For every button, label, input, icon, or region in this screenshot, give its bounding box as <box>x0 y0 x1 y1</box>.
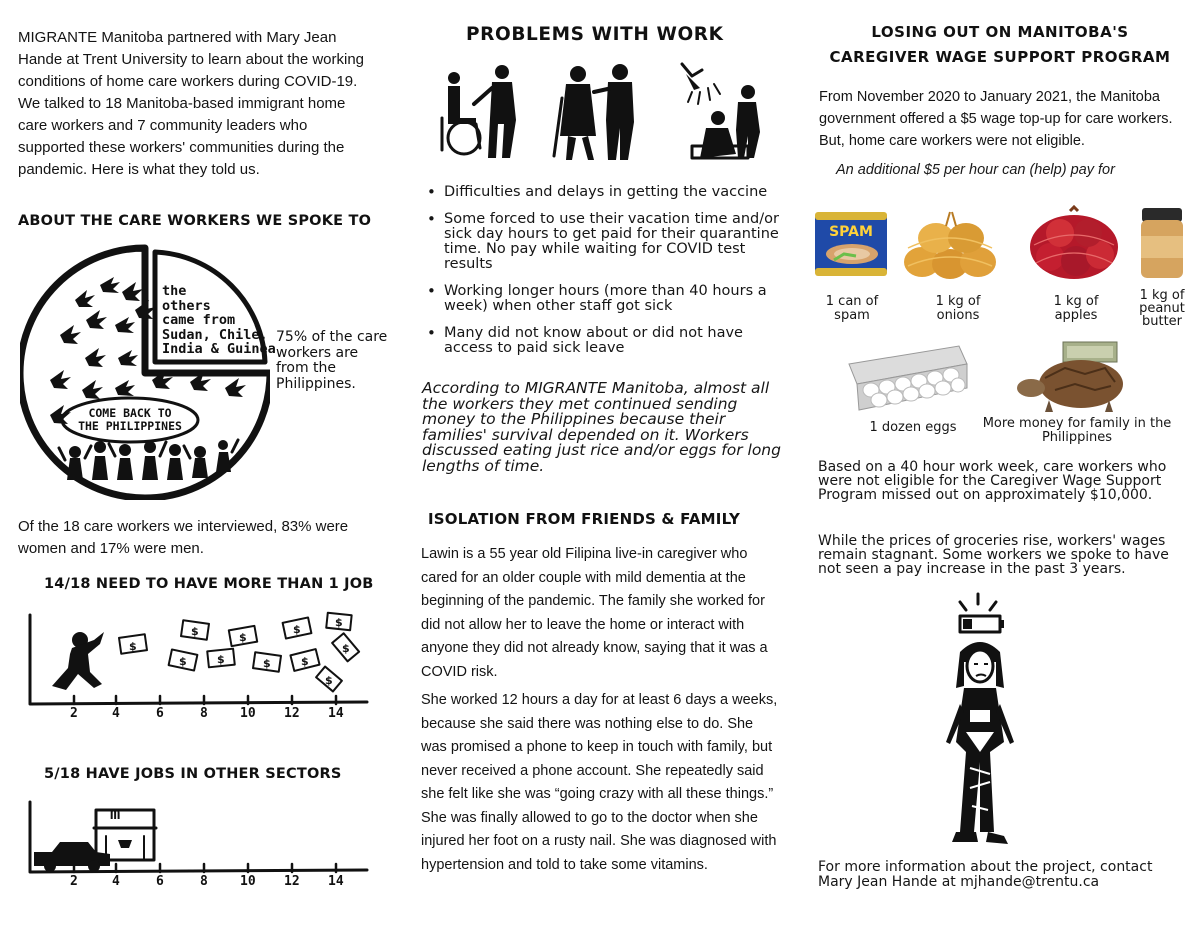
svg-text:$: $ <box>301 655 309 668</box>
svg-text:$: $ <box>129 640 137 653</box>
eggs-image <box>845 340 971 414</box>
pie-note-line: others <box>162 297 211 314</box>
missed-out-text: Based on a 40 hour work week, care workers who were not eligible for the Caregiver Wage Support Program missed out on approximately $10,000. <box>818 459 1167 503</box>
svg-text:$: $ <box>325 674 333 687</box>
wage-subheading: An additional $5 per hour can (help) pay for <box>836 162 1115 178</box>
running-person-icon <box>52 632 104 690</box>
problem-bullet: • Difficulties and delays in getting the vaccine <box>424 185 794 200</box>
spam-can-image <box>812 208 890 280</box>
sectors-axis-labels <box>22 874 372 894</box>
tick-label: 6 <box>156 874 164 889</box>
tick-label: 2 <box>70 706 78 721</box>
tick-label: 14 <box>328 874 344 889</box>
item-caption: 1 kg of peanut butter <box>1139 288 1185 329</box>
pie-note-line: Sudan, Chile, <box>162 326 268 343</box>
pie-banner <box>68 407 192 433</box>
prices-text: While the prices of groceries rise, workers' wages remain stagnant. Some workers we spoke to have not seen a pay increase in the past 3 years. <box>818 533 1169 577</box>
woman-figure <box>946 642 1014 844</box>
svg-text:$: $ <box>191 625 199 638</box>
story-paragraph-1: Lawin is a 55 year old Filipina live-in caregiver who cared for an older couple with mild dementia at the beginning of the pandemic. The family she worked for did not allow her to leave the home or interact with anyone they did not already know, saying that it was a COVID risk. <box>421 546 768 680</box>
svg-text:$: $ <box>263 657 271 670</box>
tired-worker-illustration <box>930 592 1040 850</box>
money-icons <box>119 613 359 692</box>
elder-couple-icon <box>554 64 634 160</box>
store-icon <box>94 810 156 860</box>
pie-caption: 75% of the care workers are from the Philippines. <box>276 329 388 392</box>
wheelchair-icon <box>442 65 516 158</box>
svg-text:$: $ <box>342 642 350 655</box>
shower-icon <box>682 64 760 158</box>
pie-banner-line: THE PHILIPPINES <box>78 419 182 433</box>
tick-label: 8 <box>200 874 208 889</box>
gender-text: Of the 18 care workers we interviewed, 83% were women and 17% were men. <box>18 518 349 557</box>
sectors-heading: 5/18 HAVE JOBS IN OTHER SECTORS <box>44 766 342 782</box>
peanut-butter-image <box>1138 206 1188 282</box>
tick-label: 10 <box>240 706 256 721</box>
problem-bullet: • Some forced to use their vacation time and/or sick day hours to get paid for their quarantine time. No pay while waiting for COVID test results <box>424 212 794 272</box>
migrante-quote: According to MIGRANTE Manitoba, almost all the workers they met continued sending money to the Philippines because their families' survival depended on it. Workers discussed eating just rice and/or eggs for long lengths of time. <box>422 379 781 475</box>
sectors-chart <box>22 800 372 880</box>
wage-heading-line: LOSING OUT ON MANITOBA'S <box>871 23 1129 41</box>
wage-intro: From November 2020 to January 2021, the Manitoba government offered a $5 wage top-up for care workers. But, home care workers were not eligible. <box>819 89 1173 149</box>
problem-bullet: • Many did not know about or did not have access to paid sick leave <box>424 326 794 356</box>
item-caption: 1 dozen eggs <box>869 420 957 435</box>
spam-label: SPAM <box>829 224 873 240</box>
apples-image <box>1026 205 1122 281</box>
pie-note-line: the <box>162 283 187 299</box>
item-caption: 1 can of spam <box>825 294 879 323</box>
item-caption: 1 kg of apples <box>1053 294 1099 323</box>
tick-label: 12 <box>284 874 300 889</box>
store-sign: m <box>110 804 121 824</box>
tick-label: 8 <box>200 706 208 721</box>
tick-label: 4 <box>112 706 120 721</box>
pie-illustration <box>20 240 270 500</box>
onions-image <box>900 208 1000 282</box>
intro-paragraph: MIGRANTE Manitoba partnered with Mary Jean Hande at Trent University to learn about the working conditions of home care workers during COVID-19. We talked to 18 Manitoba-based immigrant home care workers and 7 community leaders who supported these workers' communities during the pandemic. Here is what they told us. <box>18 29 365 178</box>
pie-note-line: India & Guinea <box>162 341 276 357</box>
contact-text: For more information about the project, contact Mary Jean Hande at mjhande@trentu.ca <box>818 859 1153 890</box>
car-icon <box>34 842 110 872</box>
jobs-heading: 14/18 NEED TO HAVE MORE THAN 1 JOB <box>44 576 374 592</box>
svg-text:$: $ <box>293 623 301 636</box>
pie-note <box>162 284 276 357</box>
tick-label: 6 <box>156 706 164 721</box>
about-heading: ABOUT THE CARE WORKERS WE SPOKE TO <box>18 213 372 229</box>
svg-text:$: $ <box>335 616 343 629</box>
pie-note-line: came from <box>162 312 236 328</box>
tick-label: 4 <box>112 874 120 889</box>
svg-text:$: $ <box>179 655 187 668</box>
svg-text:$: $ <box>217 653 225 666</box>
problem-bullet: • Working longer hours (more than 40 hours a week) when other staff got sick <box>424 284 794 314</box>
care-work-illustration <box>430 58 770 163</box>
tick-label: 12 <box>284 706 300 721</box>
tick-label: 10 <box>240 874 256 889</box>
crowd-icons <box>59 440 238 480</box>
problems-heading: PROBLEMS WITH WORK <box>466 24 724 45</box>
tortoise-money-image <box>1015 338 1133 414</box>
pie-banner-line: COME BACK TO <box>88 406 172 420</box>
item-caption: 1 kg of onions <box>935 294 981 323</box>
svg-text:$: $ <box>239 631 247 644</box>
wage-heading <box>808 20 1192 70</box>
isolation-heading: ISOLATION FROM FRIENDS & FAMILY <box>428 510 741 528</box>
wage-heading-line: CAREGIVER WAGE SUPPORT PROGRAM <box>829 48 1171 66</box>
story-paragraph-2: She worked 12 hours a day for at least 6 days a weeks, because she said there was nothing else to do. She was promised a phone to keep in touch with family, but never received a phone account. She repeatedly said she felt like she was “going crazy with all these things.” She was finally allowed to go to the doctor when she injured her foot on a rusty nail. She was diagnosed with hypertension and told to take some vitamins. <box>421 692 778 873</box>
jobs-axis-labels <box>22 706 372 726</box>
tick-label: 14 <box>328 706 344 721</box>
low-battery-icon <box>960 594 1004 632</box>
item-caption: More money for family in the Philippines <box>982 416 1172 445</box>
tick-label: 2 <box>70 874 78 889</box>
problems-list <box>424 185 794 368</box>
